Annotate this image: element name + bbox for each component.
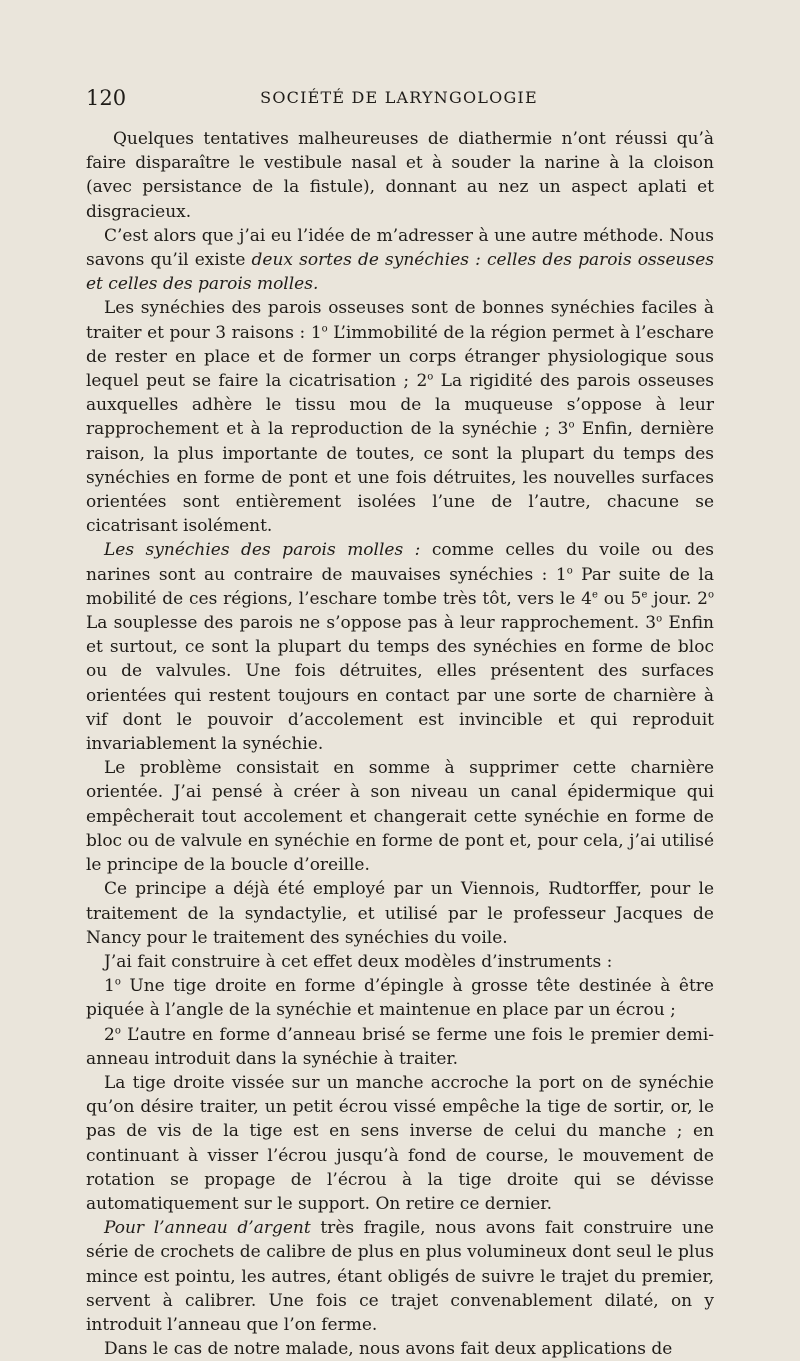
superscript-run: o — [566, 565, 573, 576]
text-run: J’ai fait construire à cet effet deux modèles d’instruments : — [104, 951, 613, 972]
text-run: Le problème consistait en somme à supprimer cette charnière orientée. J’ai pensé à créer à son niveau un canal épidermique qui empêcherait tout accolement et changerait cette synéchie en forme de bloc ou de valvule en synéchie en forme de pont et, pour cela, j’ai utilisé le principe de la boucle d’oreille. — [86, 758, 714, 876]
superscript-run: o — [114, 976, 121, 988]
text-run: L’immobilité de la région permet à l’eschare de rester en place et de former un corps étranger physiologique sous lequel peut se faire la cicatrisation ; 2 — [86, 322, 714, 392]
text-run: La rigidité des parois osseuses auxquelles adhère le tissu mou de la muqueuse s’oppose à leur rapprochement et à la reproduction de la synéchie ; 3 — [86, 371, 714, 440]
superscript-run: o — [568, 419, 575, 431]
text-run: Enfin et surtout, ce sont la plupart du temps des synéchies en forme de bloc ou de valvules. Une fois détruites, elles présentent des surfaces orientées qui restent toujours en contact par une sorte de charnière à vif dont le pouvoir d’accolement est invincible et qui reproduit invariablement la synéchie. — [86, 613, 715, 755]
text-run: Ce principe a déjà été employé par un Viennois, Rudtorffer, pour le traitement de la syndactylie, et utilisé par le professeur Jacques de Nancy pour le traitement des synéchies du voile. — [86, 879, 714, 948]
superscript-run: o — [656, 613, 663, 625]
paragraph — [86, 877, 714, 950]
text-run: La souplesse des parois ne s’oppose pas à leur rapprochement. 3 — [86, 613, 657, 634]
paragraph — [86, 974, 714, 1022]
text-run: jour. 2 — [647, 588, 708, 609]
page-header — [86, 86, 712, 116]
text-run: comme celles du voile ou des narines sont au contraire de mauvaises synéchies : 1 — [86, 540, 714, 585]
text-run: L’autre en forme d’anneau brisé se ferme une fois le premier demi-anneau introduit dans la synéchie à traiter. — [86, 1024, 714, 1069]
italic-run: deux sortes de synéchies : celles des parois osseuses et celles des parois molles. — [86, 250, 714, 295]
superscript-run: o — [114, 1024, 121, 1036]
paragraph — [86, 224, 714, 297]
paragraph — [86, 296, 714, 538]
superscript-run: o — [321, 322, 328, 334]
italic-run: Les synéchies des parois molles : — [104, 540, 421, 561]
text-run: Dans le cas de notre malade, nous avons fait deux applications de — [104, 1339, 673, 1360]
paragraph — [86, 756, 714, 877]
paragraph — [86, 538, 714, 756]
page-number: 120 — [86, 86, 127, 110]
paragraph — [86, 1071, 714, 1216]
body-text — [86, 127, 714, 1361]
text-run: très fragile, nous avons fait construire une série de crochets de calibre de plus en plus volumineux dont seul le plus mince est pointu, les autres, étant obligés de suivre le trajet du premier, servent à calibrer. Une fois ce trajet convenablement dilaté, on y introduit l’anneau que l’on ferme. — [86, 1218, 714, 1335]
paragraph — [86, 127, 714, 224]
text-run: Les synéchies des parois osseuses sont de bonnes synéchies faciles à traiter et pour 3 raisons : 1 — [86, 298, 714, 343]
running-head-title: SOCIÉTÉ DE LARYNGOLOGIE — [260, 88, 538, 107]
text-run: ou 5 — [597, 588, 642, 609]
text-run: C’est alors que j’ai eu l’idée de m’adresser à une autre méthode. Nous savons qu’il existe — [86, 225, 714, 271]
paragraph — [86, 1023, 714, 1071]
text-run: Quelques tentatives malheureuses de diathermie n’ont réussi qu’à faire disparaître le vestibule nasal et à souder la narine à la cloison (avec persistance de la fistule), donnant au nez un aspect aplati et disgracieux. — [86, 129, 714, 222]
text-run: Enfin, dernière raison, la plus importante de toutes, ce sont la plupart du temps des synéchies en forme de pont et une fois détruites, les nouvelles surfaces orientées sont entièrement isolées l’une de l’autre, chacune se cicatrisant isolément. — [86, 419, 715, 537]
text-run: 1 — [104, 976, 115, 997]
superscript-run: e — [591, 589, 598, 601]
text-run: 2 — [104, 1024, 115, 1045]
superscript-run: o — [707, 589, 714, 601]
text-run: Par suite de la mobilité de ces régions, l’eschare tombe très tôt, vers le 4 — [86, 564, 714, 609]
paragraph — [86, 950, 714, 974]
text-run: Une tige droite en forme d’épingle à grosse tête destinée à être piquée à l’angle de la synéchie et maintenue en place par un écrou ; — [86, 976, 714, 1021]
superscript-run: e — [641, 589, 648, 601]
text-run: La tige droite vissée sur un manche accroche la port on de synéchie qu’on désire traiter, un petit écrou vissé empêche la tige de sortir, or, le pas de vis de la tige est en sens inverse de celui du manche ; en continuant à visser l’écrou jusqu’à fond de course, le mouvement de rotation se propage de l’écrou à la tige droite qui se dévisse automatiquement sur le support. On retire ce dernier. — [86, 1072, 714, 1214]
italic-run: Pour l’anneau d’argent — [104, 1218, 311, 1239]
superscript-run: o — [427, 371, 434, 383]
paragraph — [86, 1337, 714, 1361]
paragraph — [86, 1216, 714, 1337]
